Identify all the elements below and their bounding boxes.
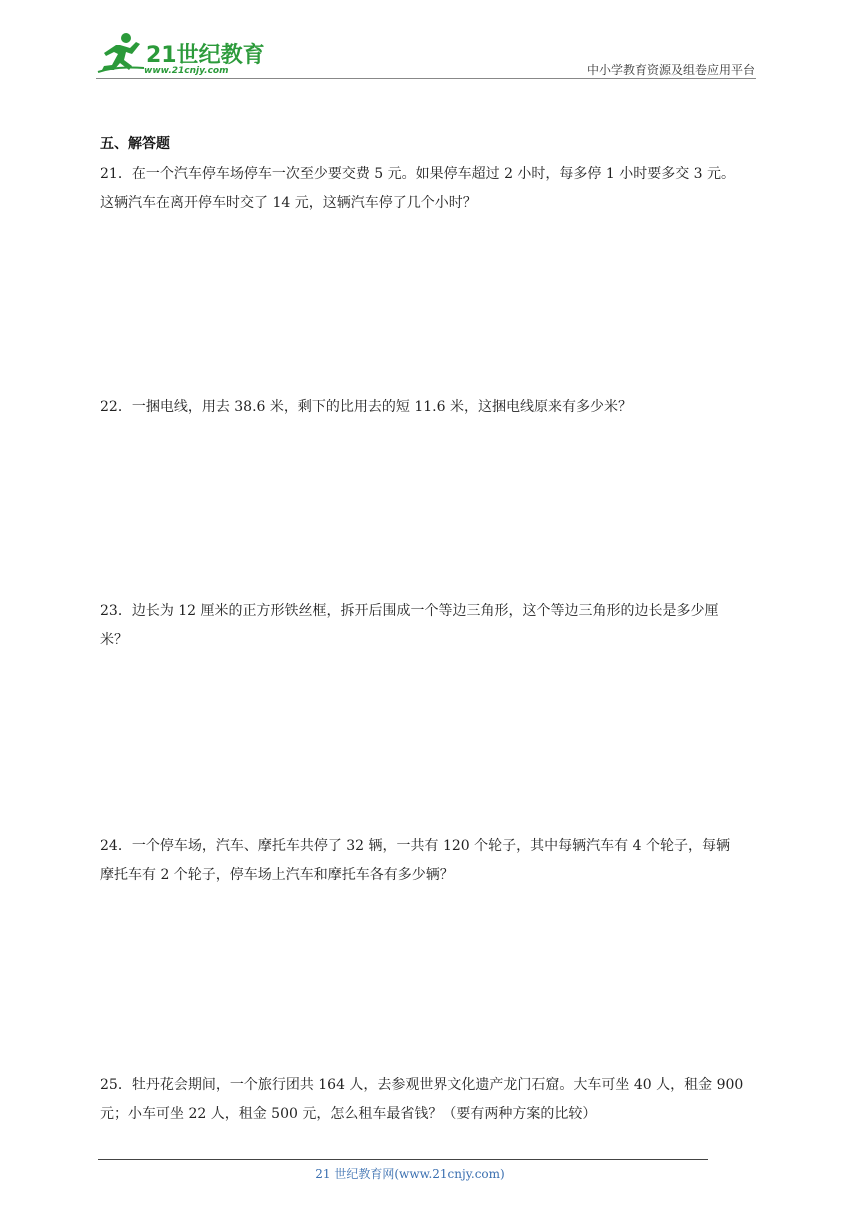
question-line: 这辆汽车在离开停车时交了 14 元，这辆汽车停了几个小时？	[100, 195, 477, 211]
question-24	[100, 832, 763, 890]
question-21	[100, 160, 763, 218]
question-line: 24．一个停车场，汽车、摩托车共停了 32 辆，一共有 120 个轮子，其中每辆汽车有 4 个轮子，每辆	[100, 838, 730, 854]
question-22	[100, 393, 763, 422]
page-footer	[0, 1165, 860, 1182]
platform-name: 中小学教育资源及组卷应用平台	[586, 63, 755, 77]
question-line: 22．一捆电线，用去 38.6 米，剩下的比用去的短 11.6 米，这捆电线原来有多少米？	[100, 399, 632, 415]
question-23	[100, 597, 763, 655]
question-line: 21．在一个汽车停车场停车一次至少要交费 5 元。如果停车超过 2 小时，每多停 1 小时要多交 3 元。	[100, 166, 736, 182]
question-line: 元；小车可坐 22 人，租金 500 元，怎么租车最省钱？（要有两种方案的比较）	[100, 1106, 597, 1122]
question-line: 23．边长为 12 厘米的正方形铁丝框，拆开后围成一个等边三角形，这个等边三角形的边长是多少厘	[100, 603, 719, 619]
question-line: 25．牡丹花会期间，一个旅行团共 164 人，去参观世界文化遗产龙门石窟。大车可坐 40 人，租金 900	[100, 1077, 744, 1093]
question-line: 摩托车有 2 个轮子，停车场上汽车和摩托车各有多少辆？	[100, 867, 454, 883]
footer-link[interactable]: 21 世纪教育网(www.21cnjy.com)	[315, 1167, 505, 1181]
running-figure-icon	[96, 30, 148, 76]
question-25	[100, 1071, 763, 1129]
page-header	[0, 0, 860, 90]
header-divider	[96, 78, 756, 79]
logo-url: www.21cnjy.com	[144, 66, 229, 76]
site-logo[interactable]	[96, 30, 266, 80]
footer-divider	[98, 1159, 708, 1160]
section-title: 五、解答题	[100, 136, 170, 152]
logo-text: 21世纪教育	[146, 43, 265, 68]
question-line: 米？	[100, 632, 128, 648]
